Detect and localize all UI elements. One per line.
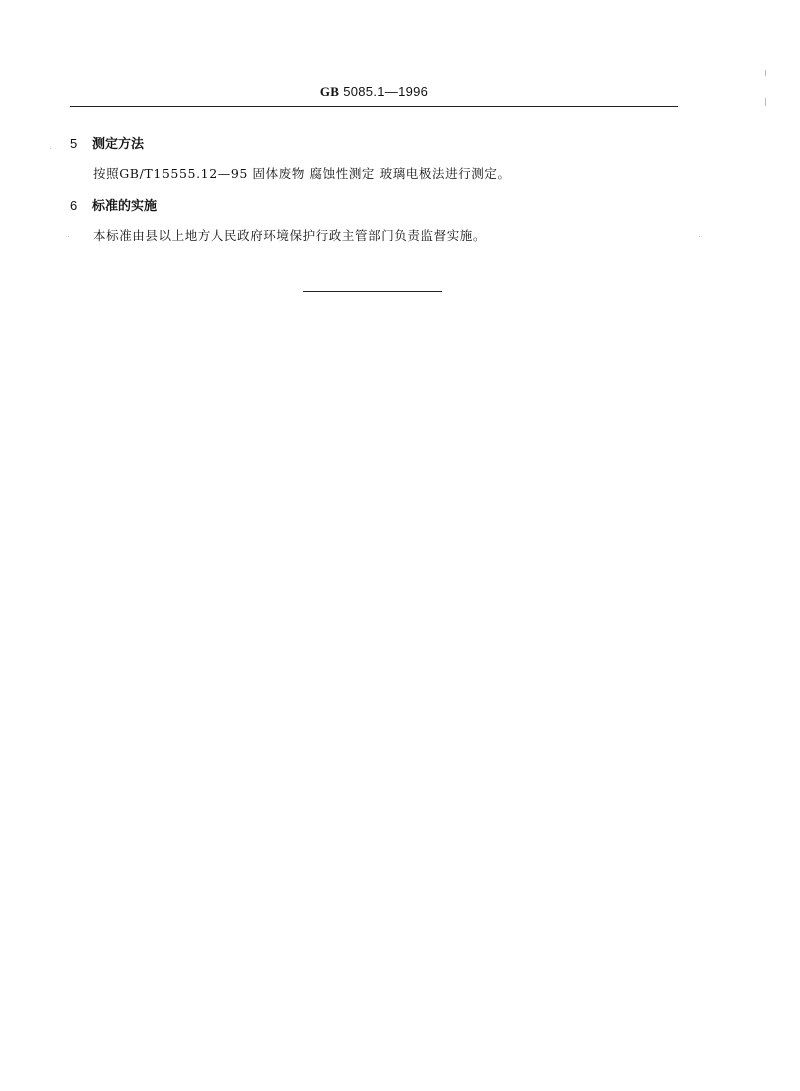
end-of-document-rule <box>303 291 442 292</box>
section-number: 5 <box>70 136 78 151</box>
standard-code-prefix: GB <box>319 84 340 99</box>
section-heading-5 <box>70 133 144 152</box>
section-6-paragraph: 本标准由县以上地方人民政府环境保护行政主管部门负责监督实施。 <box>93 228 487 243</box>
section-number: 6 <box>70 198 78 213</box>
standard-code-number: 5085.1—1996 <box>343 84 429 99</box>
scan-speck <box>765 70 766 76</box>
section-heading-6 <box>70 195 157 214</box>
section-5-paragraph: 按照GB/T15555.12—95 固体废物 腐蚀性测定 玻璃电极法进行测定。 <box>93 166 511 181</box>
running-header <box>70 84 678 100</box>
section-title: 测定方法 <box>92 137 145 152</box>
section-title: 标准的实施 <box>92 199 158 214</box>
header-rule <box>70 106 678 107</box>
scan-speck <box>50 148 51 149</box>
scan-speck <box>699 236 700 237</box>
scan-speck <box>765 98 766 106</box>
scan-speck <box>68 236 69 237</box>
